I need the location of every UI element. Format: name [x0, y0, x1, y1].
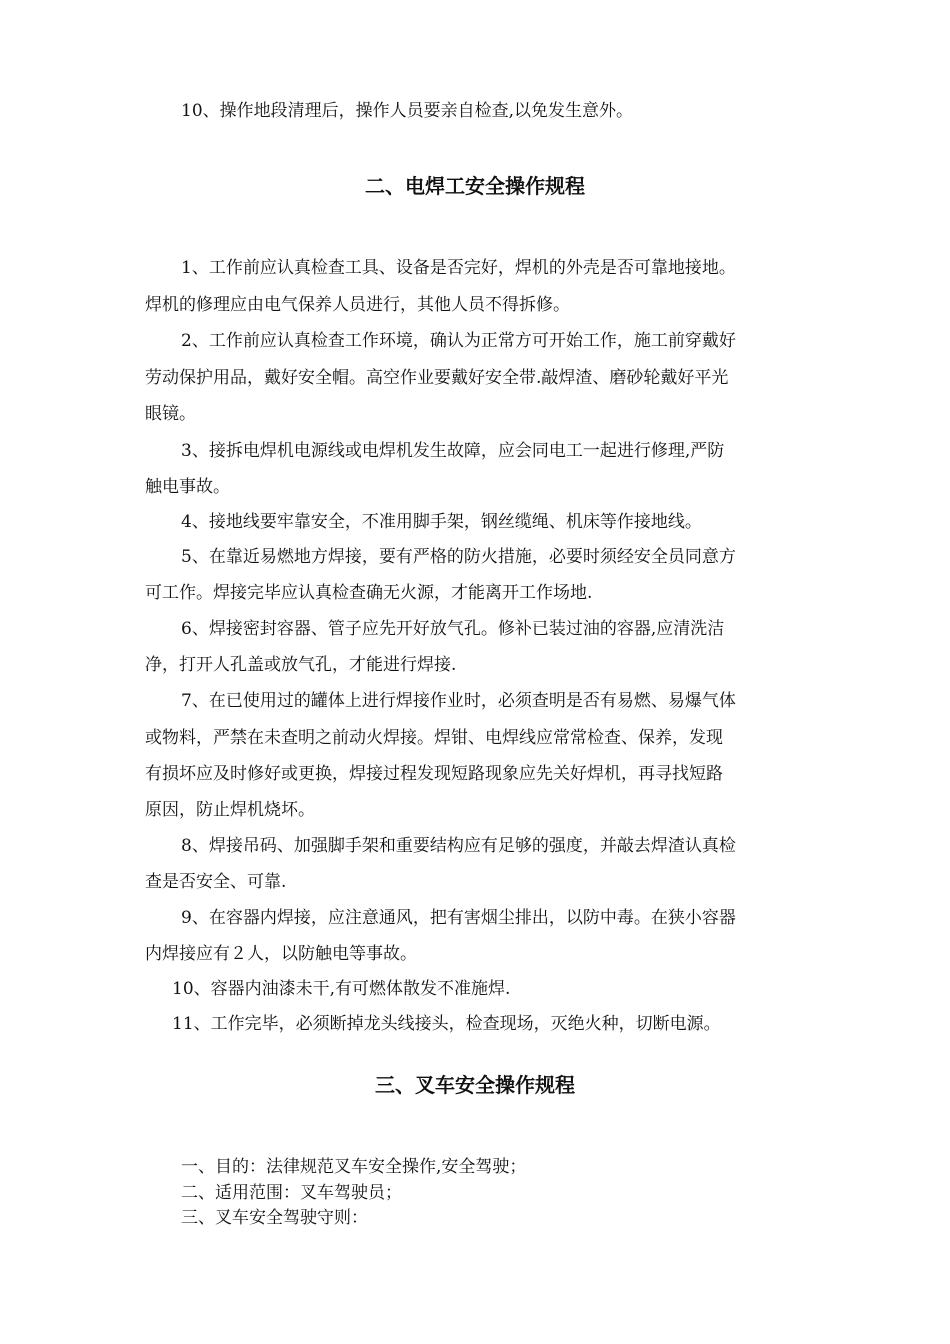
paragraph-line: 原因，防止焊机烧坏。 — [145, 800, 315, 820]
section-heading-welding: 二、电焊工安全操作规程 — [365, 174, 585, 198]
paragraph-line: 有损坏应及时修好或更换，焊接过程发现短路现象应先关好焊机，再寻找短路 — [145, 764, 723, 784]
paragraph-line: 三、叉车安全驾驶守则： — [181, 1208, 368, 1228]
paragraph-line: 可工作。焊接完毕应认真检查确无火源，才能离开工作场地. — [145, 583, 593, 603]
paragraph-line: 11、工作完毕，必须断掉龙头线接头，检查现场，灭绝火种，切断电源。 — [172, 1014, 721, 1034]
paragraph-line: 4、接地线要牢靠安全，不准用脚手架，钢丝缆绳、机床等作接地线。 — [181, 512, 702, 532]
paragraph-line: 10、操作地段清理后，操作人员要亲自检查,以免发生意外。 — [181, 101, 634, 121]
paragraph-line: 触电事故。 — [145, 477, 230, 497]
paragraph-line: 8、焊接吊码、加强脚手架和重要结构应有足够的强度，并敲去焊渣认真检 — [181, 836, 736, 856]
paragraph-line: 眼镜。 — [145, 404, 196, 424]
paragraph-line: 查是否安全、可靠. — [145, 872, 287, 892]
paragraph-line: 劳动保护用品，戴好安全帽。高空作业要戴好安全带.敲焊渣、磨砂轮戴好平光 — [145, 368, 729, 388]
paragraph-line: 净，打开人孔盖或放气孔，才能进行焊接. — [145, 655, 457, 675]
section-heading-forklift: 三、叉车安全操作规程 — [375, 1073, 575, 1097]
paragraph-line: 6、焊接密封容器、管子应先开好放气孔。修补已装过油的容器,应清洗洁 — [181, 619, 725, 639]
paragraph-line: 一、目的：法律规范叉车安全操作,安全驾驶； — [181, 1157, 527, 1177]
paragraph-line: 9、在容器内焊接，应注意通风，把有害烟尘排出，以防中毒。在狭小容器 — [181, 908, 736, 928]
paragraph-line: 7、在已使用过的罐体上进行焊接作业时，必须查明是否有易燃、易爆气体 — [181, 691, 736, 711]
paragraph-line: 1、工作前应认真检查工具、设备是否完好，焊机的外壳是否可靠地接地。 — [181, 258, 736, 278]
paragraph-line: 10、容器内油漆未干,有可燃体散发不准施焊. — [172, 979, 511, 999]
paragraph-line: 二、适用范围：叉车驾驶员； — [181, 1183, 402, 1203]
paragraph-line: 5、在靠近易燃地方焊接，要有严格的防火措施，必要时须经安全员同意方 — [181, 547, 736, 567]
paragraph-line: 焊机的修理应由电气保养人员进行，其他人员不得拆修。 — [145, 295, 570, 315]
paragraph-line: 3、接拆电焊机电源线或电焊机发生故障，应会同电工一起进行修理,严防 — [181, 441, 725, 461]
paragraph-line: 或物料，严禁在未查明之前动火焊接。焊钳、电焊线应常常检查、保养，发现 — [145, 728, 723, 748]
paragraph-line: 内焊接应有２人，以防触电等事故。 — [145, 944, 417, 964]
paragraph-line: 2、工作前应认真检查工作环境，确认为正常方可开始工作，施工前穿戴好 — [181, 331, 736, 351]
